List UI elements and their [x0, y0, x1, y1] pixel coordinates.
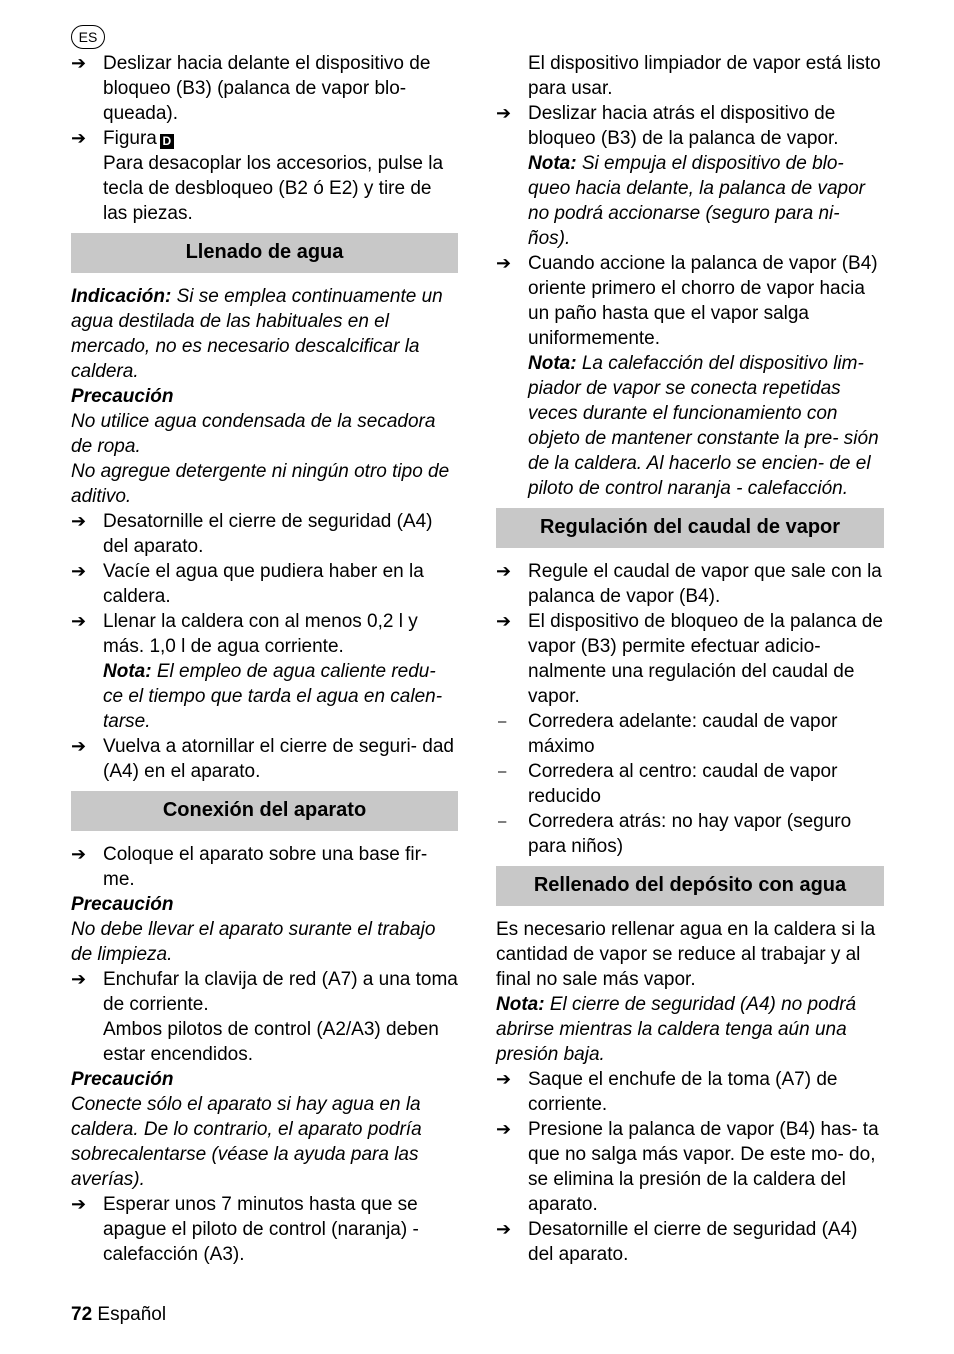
list-item: [496, 1217, 884, 1267]
item-text: Corredera adelante: caudal de vapor máximo: [528, 711, 838, 757]
item-note: [496, 151, 884, 251]
list-item: [71, 51, 458, 126]
arrow-bullet-icon: ➔: [496, 611, 512, 631]
arrow-bullet-icon: ➔: [496, 253, 512, 273]
section-heading: Llenado de agua: [71, 233, 458, 273]
list-item: [71, 734, 458, 784]
arrow-bullet-icon: ➔: [71, 53, 87, 73]
page-footer: [71, 1302, 166, 1327]
caution-label: Precaución: [71, 1069, 174, 1090]
arrow-bullet-icon: ➔: [71, 128, 87, 148]
dash-item: [496, 709, 884, 759]
caution-text: No utilice agua condensada de la secadora de ropa.: [71, 411, 436, 457]
right-column: [496, 51, 884, 1267]
note-text: Si empuja el dispositivo de blo- queo hacia delante, la palanca de vapor no podrá accionarse (seguro para ni- ños).: [528, 153, 865, 249]
dash-item: [496, 809, 884, 859]
item-text: Deslizar hacia atrás el dispositivo de bloqueo (B3) de la palanca de vapor.: [528, 103, 839, 149]
caution-text: No agregue detergente ni ningún otro tipo de aditivo.: [71, 461, 450, 507]
caution-label: Precaución: [71, 386, 174, 407]
arrow-bullet-icon: ➔: [496, 103, 512, 123]
list-item: [71, 509, 458, 559]
footer-language: Español: [97, 1304, 167, 1325]
list-item: [71, 967, 458, 1017]
list-item: [71, 1192, 458, 1267]
item-text: Vuelva a atornillar el cierre de seguri- dad (A4) en el aparato.: [103, 736, 454, 782]
item-continuation: Para desacoplar los accesorios, pulse la tecla de desbloqueo (B2 ó E2) y tire de las piezas.: [103, 153, 444, 224]
paragraph: Es necesario rellenar agua en la caldera si la cantidad de vapor se reduce al trabajar y al final no sale más vapor.: [496, 919, 876, 990]
arrow-bullet-icon: ➔: [496, 1069, 512, 1089]
arrow-bullet-icon: ➔: [71, 844, 87, 864]
section-heading: Conexión del aparato: [71, 791, 458, 831]
item-note: [496, 351, 884, 501]
arrow-bullet-icon: ➔: [496, 561, 512, 581]
item-text: Deslizar hacia delante el dispositivo de bloqueo (B3) (palanca de vapor blo- queada).: [103, 53, 431, 124]
note-text: Si se emplea continuamente un agua destilada de las habituales en el mercado, no es necesario descalcificar la caldera.: [71, 286, 443, 382]
figure-letter-box: D: [160, 134, 174, 149]
item-text: Esperar unos 7 minutos hasta que se apague el piloto de control (naranja) - calefacción (A3).: [103, 1194, 419, 1265]
note-label: Nota:: [103, 661, 152, 682]
caution-label: Precaución: [71, 894, 174, 915]
item-text: Cuando accione la palanca de vapor (B4) oriente primero el chorro de vapor hacia un paño hasta que el vapor salga uniformemente.: [528, 253, 878, 349]
item-text: Llenar la caldera con al menos 0,2 l y más. 1,0 l de agua corriente.: [103, 611, 418, 657]
note-text: El empleo de agua caliente redu- ce el tiempo que tarda el agua en calen- tarse.: [103, 661, 443, 732]
arrow-bullet-icon: ➔: [71, 561, 87, 581]
arrow-bullet-icon: ➔: [496, 1219, 512, 1239]
list-item: [71, 842, 458, 892]
item-text: Regule el caudal de vapor que sale con la palanca de vapor (B4).: [528, 561, 882, 607]
indication-note: [71, 284, 458, 384]
arrow-bullet-icon: ➔: [71, 611, 87, 631]
item-text: El dispositivo de bloqueo de la palanca de vapor (B3) permite efectuar adicio- nalmente una regulación del caudal de vapor.: [528, 611, 883, 707]
list-item: [496, 101, 884, 151]
list-item: [496, 251, 884, 351]
page-number: 72: [71, 1304, 93, 1325]
note-text: El cierre de seguridad (A4) no podrá abrirse mientras la caldera tenga aún una presión baja.: [496, 994, 857, 1065]
item-note: [71, 659, 458, 734]
item-text: Coloque el aparato sobre una base fir- me.: [103, 844, 428, 890]
language-badge: ES: [71, 25, 105, 49]
left-column: [71, 51, 458, 1267]
note-label: Nota:: [528, 353, 577, 374]
note-label: Indicación:: [71, 286, 172, 307]
item-continuation: Ambos pilotos de control (A2/A3) deben estar encendidos.: [103, 1019, 439, 1065]
item-text: Enchufar la clavija de red (A7) a una toma de corriente.: [103, 969, 458, 1015]
item-text: Desatornille el cierre de seguridad (A4) del aparato.: [528, 1219, 858, 1265]
list-item: [71, 559, 458, 609]
list-item: [496, 559, 884, 609]
note-label: Nota:: [496, 994, 545, 1015]
item-text: Saque el enchufe de la toma (A7) de corriente.: [528, 1069, 838, 1115]
section-heading: Rellenado del depósito con agua: [496, 866, 884, 906]
item-text: Presione la palanca de vapor (B4) has- ta que no salga más vapor. De este mo- do, se elimina la presión de la caldera del aparato.: [528, 1119, 879, 1215]
arrow-bullet-icon: ➔: [71, 1194, 87, 1214]
item-text: Vacíe el agua que pudiera haber en la caldera.: [103, 561, 424, 607]
item-text: Corredera al centro: caudal de vapor reducido: [528, 761, 838, 807]
caution-text: No debe llevar el aparato surante el trabajo de limpieza.: [71, 919, 436, 965]
item-text: Desatornille el cierre de seguridad (A4) del aparato.: [103, 511, 433, 557]
dash-bullet-icon: –: [498, 713, 507, 730]
dash-bullet-icon: –: [498, 813, 507, 830]
dash-bullet-icon: –: [498, 763, 507, 780]
list-item: [71, 609, 458, 659]
item-continuation: El dispositivo limpiador de vapor está listo para usar.: [528, 53, 881, 99]
list-item: [71, 126, 458, 151]
figure-label: Figura: [103, 128, 157, 149]
note: [496, 992, 884, 1067]
list-item: [496, 1117, 884, 1217]
list-item: [496, 609, 884, 709]
section-heading: Regulación del caudal de vapor: [496, 508, 884, 548]
arrow-bullet-icon: ➔: [71, 511, 87, 531]
arrow-bullet-icon: ➔: [496, 1119, 512, 1139]
note-label: Nota:: [528, 153, 577, 174]
list-item: [496, 1067, 884, 1117]
dash-item: [496, 759, 884, 809]
note-text: La calefacción del dispositivo lim- piador de vapor se conecta repetidas veces durante el funcionamiento con objeto de mantener constante la pre- sión de la caldera. Al hacerlo se encien- de el piloto de control naranja - calefacción.: [528, 353, 879, 499]
arrow-bullet-icon: ➔: [71, 969, 87, 989]
item-text: Corredera atrás: no hay vapor (seguro para niños): [528, 811, 852, 857]
arrow-bullet-icon: ➔: [71, 736, 87, 756]
caution-text: Conecte sólo el aparato si hay agua en la caldera. De lo contrario, el aparato podría sobrecalentarse (véase la ayuda para las averías).: [71, 1094, 422, 1190]
